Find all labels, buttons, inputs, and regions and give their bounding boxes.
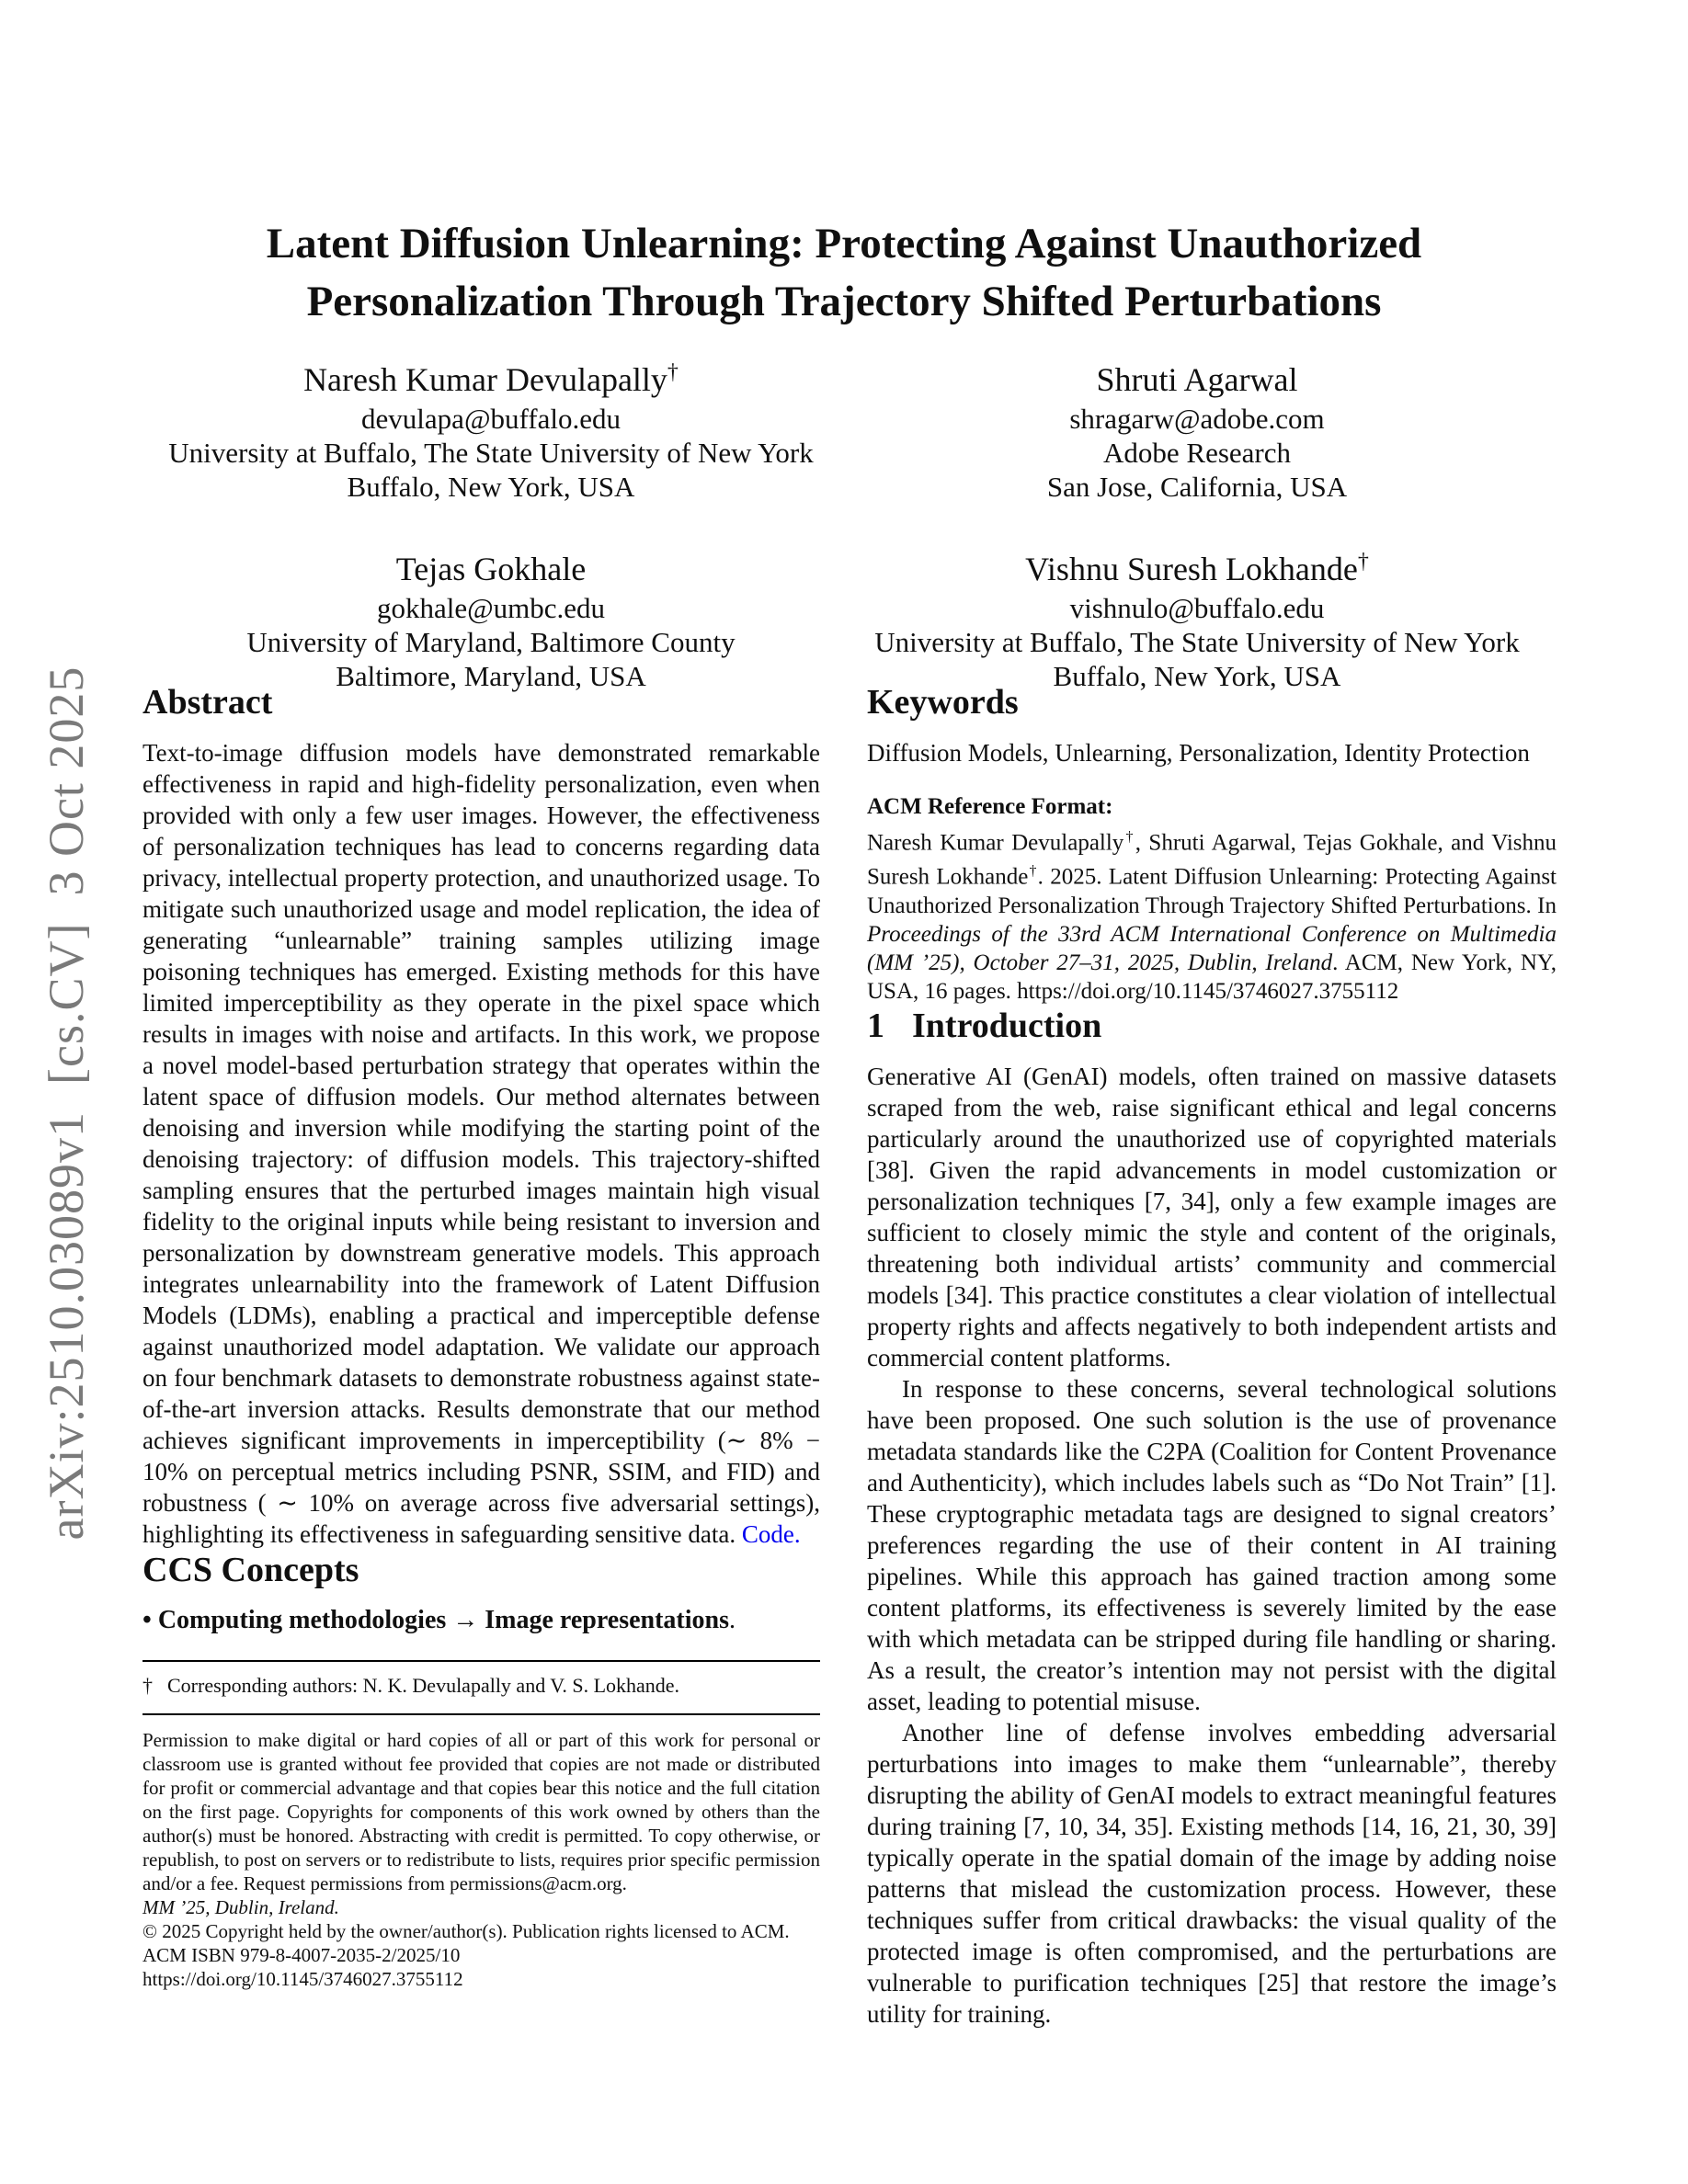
author-1-location: Buffalo, New York, USA xyxy=(347,471,635,503)
isbn-line: ACM ISBN 979-8-4007-2035-2/2025/10 xyxy=(143,1944,461,1966)
author-3-affiliation: University of Maryland, Baltimore County xyxy=(246,626,736,658)
keywords-heading: Keywords xyxy=(867,683,1019,722)
author-2-email: shragarw@adobe.com xyxy=(1069,403,1325,435)
ccs-concepts-line: • Computing methodologies → Image representations. xyxy=(143,1606,736,1634)
right-column xyxy=(867,682,1557,2030)
introduction-paragraph-1: Generative AI (GenAI) models, often trained on massive datasets scraped from the web, raise significant ethical and legal concerns particularly around the unauthorized use of copyrighted materials [38]. Given the rapid advancements in model customization or personalization techniques [7, 34], only a few example images are sufficient to closely mimic the style and content of the originals, threatening both individual artists’ community and commercial models [34]. This practice constitutes a clear violation of intellectual property rights and affects negatively to both independent artists and commercial content platforms. xyxy=(867,1062,1557,1371)
dagger-mark: † xyxy=(1357,550,1369,574)
author-2-name: Shruti Agarwal xyxy=(1096,361,1298,398)
dagger-mark: † xyxy=(667,360,679,384)
author-3-location: Baltimore, Maryland, USA xyxy=(336,660,646,692)
author-4-location: Buffalo, New York, USA xyxy=(1053,660,1341,692)
venue-line: MM ’25, Dublin, Ireland. xyxy=(143,1896,339,1918)
corresponding-author-footnote: † Corresponding authors: N. K. Devulapally and V. S. Lokhande. xyxy=(143,1674,680,1697)
author-2-affiliation: Adobe Research xyxy=(1103,437,1291,469)
author-1-email: devulapa@buffalo.edu xyxy=(361,403,621,435)
code-link[interactable]: Code. xyxy=(741,1520,801,1548)
introduction-heading: 1 Introduction xyxy=(867,1006,1102,1045)
author-1-affiliation: University at Buffalo, The State University of New York xyxy=(168,437,814,469)
permission-block xyxy=(143,1728,820,1991)
introduction-paragraph-2: In response to these concerns, several technological solutions have been proposed. One such solution is the use of provenance metadata standards like the C2PA (Coalition for Content Provenance and Authenticity), which includes labels such as “Do Not Train” [1]. These cryptographic metadata tags are designed to signal creators’ preferences regarding the use of their content in AI training pipelines. While this approach has gained traction among some content platforms, its effectiveness is severely limited by the ease with which metadata can be stripped during file handling or sharing. As a result, the creator’s intention may not persist with the digital asset, leading to potential misuse. xyxy=(867,1374,1557,1715)
author-1-name: Naresh Kumar Devulapally† xyxy=(303,360,679,398)
copyright-line: © 2025 Copyright held by the owner/author(s). Publication rights licensed to ACM. xyxy=(143,1920,790,1942)
author-3-email: gokhale@umbc.edu xyxy=(376,592,606,624)
permission-rule xyxy=(143,1713,820,1715)
acm-reference-heading: ACM Reference Format: xyxy=(867,794,1113,819)
left-column xyxy=(143,682,820,1991)
footnote-rule xyxy=(143,1660,820,1662)
author-4-email: vishnulo@buffalo.edu xyxy=(1069,592,1325,624)
introduction-paragraph-3: Another line of defense involves embedding adversarial perturbations into images to make them “unlearnable”, thereby disrupting the ability of GenAI models to extract meaningful features during training [7, 10, 34, 35]. Existing methods [14, 16, 21, 30, 39] typically operate in the spatial domain of the image by adding noise patterns that mislead the customization process. However, these techniques suffer from critical drawbacks: the visual quality of the protected image is often compromised, and the perturbations are vulnerable to purification techniques [25] that restore the image’s utility for training. xyxy=(867,1718,1557,2028)
acm-reference-text: Naresh Kumar Devulapally†, Shruti Agarwal, Tejas Gokhale, and Vishnu Suresh Lokhande†. 2025. Latent Diffusion Unlearning: Protecting Against Unauthorized Personalization Through Trajectory Shifted Perturbations. In Proceedings of the 33rd ACM International Conference on Multimedia (MM ’25), October 27–31, 2025, Dublin, Ireland. ACM, New York, NY, USA, 16 pages. https://doi.org/10.1145/3746027.3755112 xyxy=(867,829,1557,1004)
keywords-text: Diffusion Models, Unlearning, Personalization, Identity Protection xyxy=(867,739,1530,767)
permission-text: Permission to make digital or hard copies of all or part of this work for personal or classroom use is granted without fee provided that copies are not made or distributed for profit or commercial advantage and that copies bear this notice and the full citation on the first page. Copyrights for components of this work owned by others than the author(s) must be honored. Abstracting with credit is permitted. To copy otherwise, or republish, to post on servers or to redistribute to lists, requires prior specific permission and/or a fee. Request permissions from permissions@acm.org. xyxy=(143,1729,820,1894)
author-3-name: Tejas Gokhale xyxy=(395,551,587,587)
arxiv-watermark: arXiv:2510.03089v1 [cs.CV] 3 Oct 2025 xyxy=(39,665,94,1541)
author-block xyxy=(138,351,1550,693)
author-4-name: Vishnu Suresh Lokhande† xyxy=(1025,550,1369,587)
author-4-affiliation: University at Buffalo, The State University of New York xyxy=(874,626,1520,658)
paper-title: Latent Diffusion Unlearning: Protecting Against Unauthorized Personalization Through Trajectory Shifted Perturbations xyxy=(266,220,1422,325)
author-2-location: San Jose, California, USA xyxy=(1046,471,1348,503)
ccs-heading: CCS Concepts xyxy=(143,1551,359,1589)
author-1 xyxy=(138,351,844,504)
author-2 xyxy=(844,351,1550,504)
abstract-heading: Abstract xyxy=(143,683,273,722)
abstract-text: Text-to-image diffusion models have demonstrated remarkable effectiveness in rapid and high-fidelity personalization, even when provided with only a few user images. However, the effectiveness of personalization techniques has lead to concerns regarding data privacy, intellectual property protection, and unauthorized usage. To mitigate such unauthorized usage and model replication, the idea of generating “unlearnable” training samples utilizing image poisoning techniques has emerged. Existing methods for this have limited imperceptibility as they operate in the pixel space which results in images with noise and artifacts. In this work, we propose a novel model-based perturbation strategy that operates within the latent space of diffusion models. Our method alternates between denoising and inversion while modifying the starting point of the denoising trajectory: of diffusion models. This trajectory-shifted sampling ensures that the perturbed images maintain high visual fidelity to the original inputs while being resistant to inversion and personalization by downstream generative models. This approach integrates unlearnability into the framework of Latent Diffusion Models (LDMs), enabling a practical and imperceptible defense against unauthorized model adaptation. We validate our approach on four benchmark datasets to demonstrate robustness against state-of-the-art inversion attacks. Results demonstrate that our method achieves significant improvements in imperceptibility (∼ 8% − 10% on perceptual metrics including PSNR, SSIM, and FID) and robustness ( ∼ 10% on average across five adversarial settings), highlighting its effectiveness in safeguarding sensitive data. Code. xyxy=(143,739,820,1548)
doi-line: https://doi.org/10.1145/3746027.3755112 xyxy=(143,1968,463,1990)
author-4 xyxy=(844,540,1550,693)
author-3 xyxy=(138,540,844,693)
